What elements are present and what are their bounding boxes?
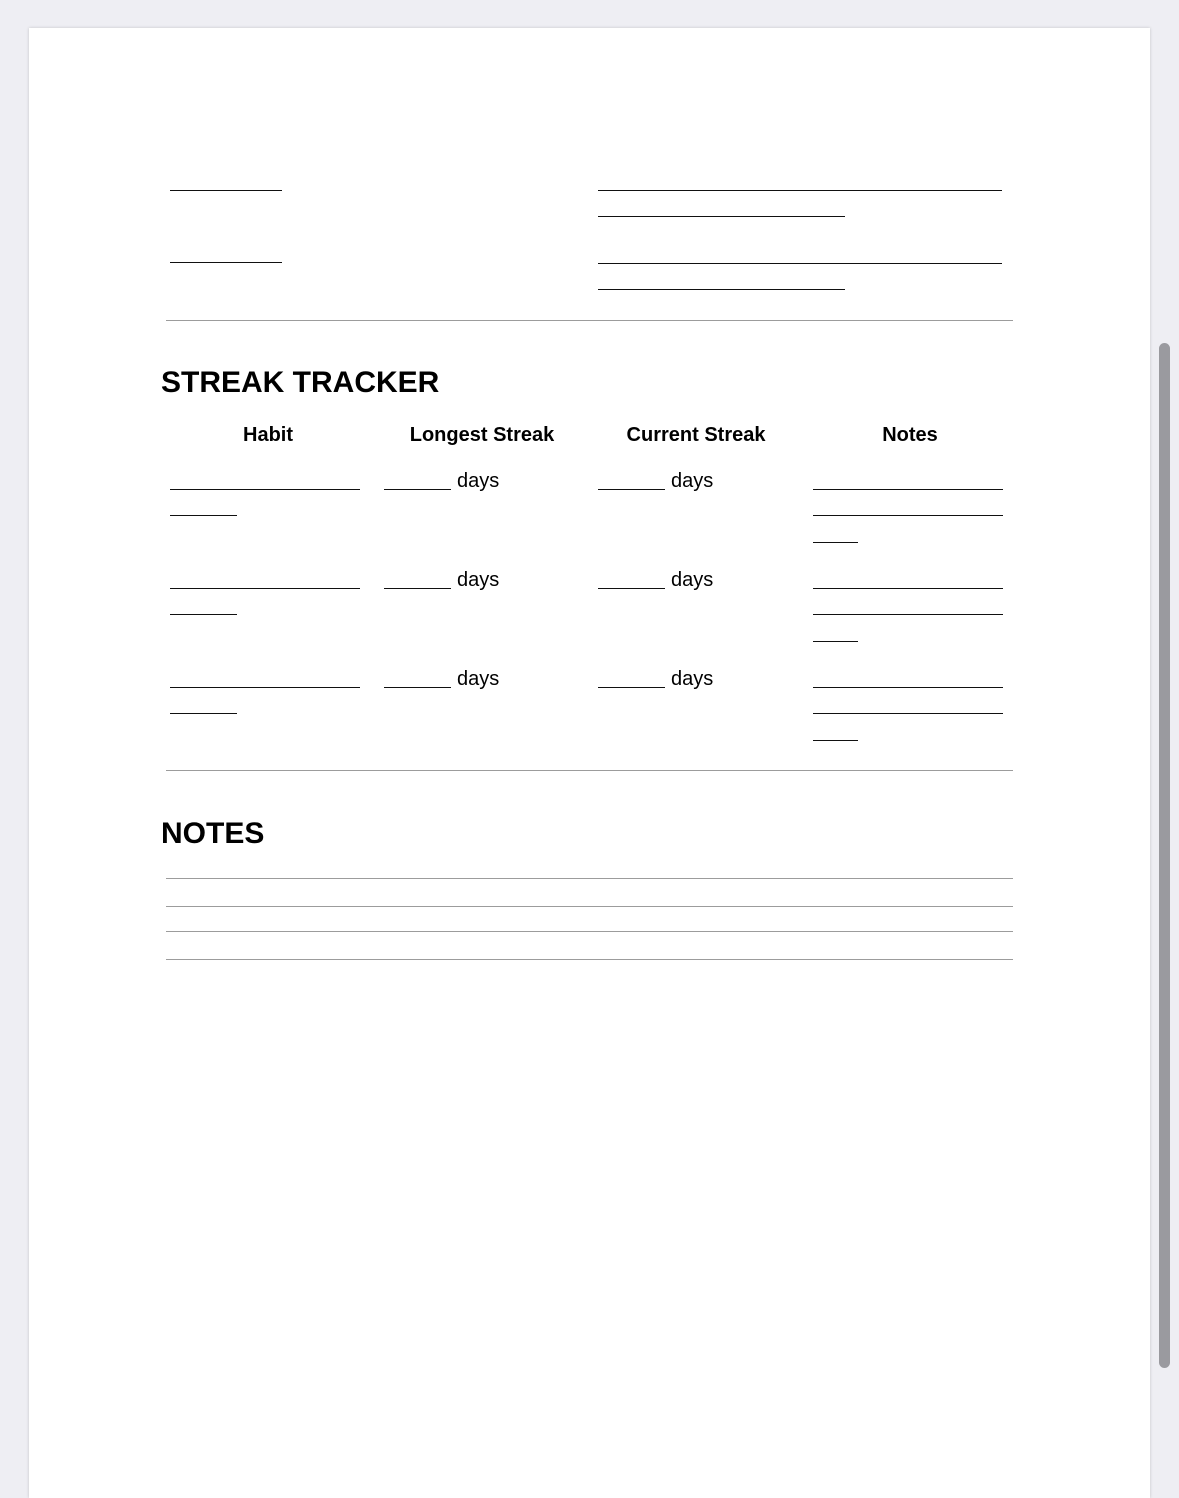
blank-field-line[interactable] xyxy=(598,190,1002,191)
notes-field-line[interactable] xyxy=(813,614,1003,615)
habit-field-line[interactable] xyxy=(170,713,237,714)
habit-field-line[interactable] xyxy=(170,687,360,688)
notes-title: NOTES xyxy=(161,817,265,850)
blank-field-line[interactable] xyxy=(598,216,845,217)
blank-field-line[interactable] xyxy=(598,289,845,290)
longest-streak-field-line[interactable] xyxy=(384,588,451,589)
longest-streak-unit: days xyxy=(457,569,500,591)
section-divider xyxy=(166,320,1013,321)
notes-writing-line[interactable] xyxy=(166,906,1013,907)
notes-field-line[interactable] xyxy=(813,687,1003,688)
notes-field-line[interactable] xyxy=(813,740,858,741)
notes-field-line[interactable] xyxy=(813,588,1003,589)
notes-field-line[interactable] xyxy=(813,515,1003,516)
longest-streak-field-line[interactable] xyxy=(384,489,451,490)
notes-field-line[interactable] xyxy=(813,641,858,642)
blank-field-line[interactable] xyxy=(170,262,282,263)
habit-field-line[interactable] xyxy=(170,489,360,490)
current-streak-unit: days xyxy=(671,470,714,492)
column-header-habit: Habit xyxy=(243,424,293,446)
streak-tracker-title: STREAK TRACKER xyxy=(161,366,440,399)
habit-field-line[interactable] xyxy=(170,614,237,615)
notes-writing-line[interactable] xyxy=(166,931,1013,932)
habit-field-line[interactable] xyxy=(170,588,360,589)
current-streak-unit: days xyxy=(671,668,714,690)
notes-writing-line[interactable] xyxy=(166,878,1013,879)
longest-streak-unit: days xyxy=(457,470,500,492)
section-divider xyxy=(166,770,1013,771)
current-streak-field-line[interactable] xyxy=(598,489,665,490)
longest-streak-unit: days xyxy=(457,668,500,690)
current-streak-unit: days xyxy=(671,569,714,591)
current-streak-field-line[interactable] xyxy=(598,588,665,589)
column-header-notes: Notes xyxy=(882,424,938,446)
blank-field-line[interactable] xyxy=(598,263,1002,264)
column-header-current-streak: Current Streak xyxy=(626,424,766,446)
notes-field-line[interactable] xyxy=(813,489,1003,490)
notes-field-line[interactable] xyxy=(813,713,1003,714)
habit-field-line[interactable] xyxy=(170,515,237,516)
current-streak-field-line[interactable] xyxy=(598,687,665,688)
document-page xyxy=(29,28,1150,1498)
notes-field-line[interactable] xyxy=(813,542,858,543)
blank-field-line[interactable] xyxy=(170,190,282,191)
vertical-scrollbar[interactable] xyxy=(1159,343,1170,1368)
notes-writing-line[interactable] xyxy=(166,959,1013,960)
longest-streak-field-line[interactable] xyxy=(384,687,451,688)
column-header-longest-streak: Longest Streak xyxy=(409,424,555,446)
